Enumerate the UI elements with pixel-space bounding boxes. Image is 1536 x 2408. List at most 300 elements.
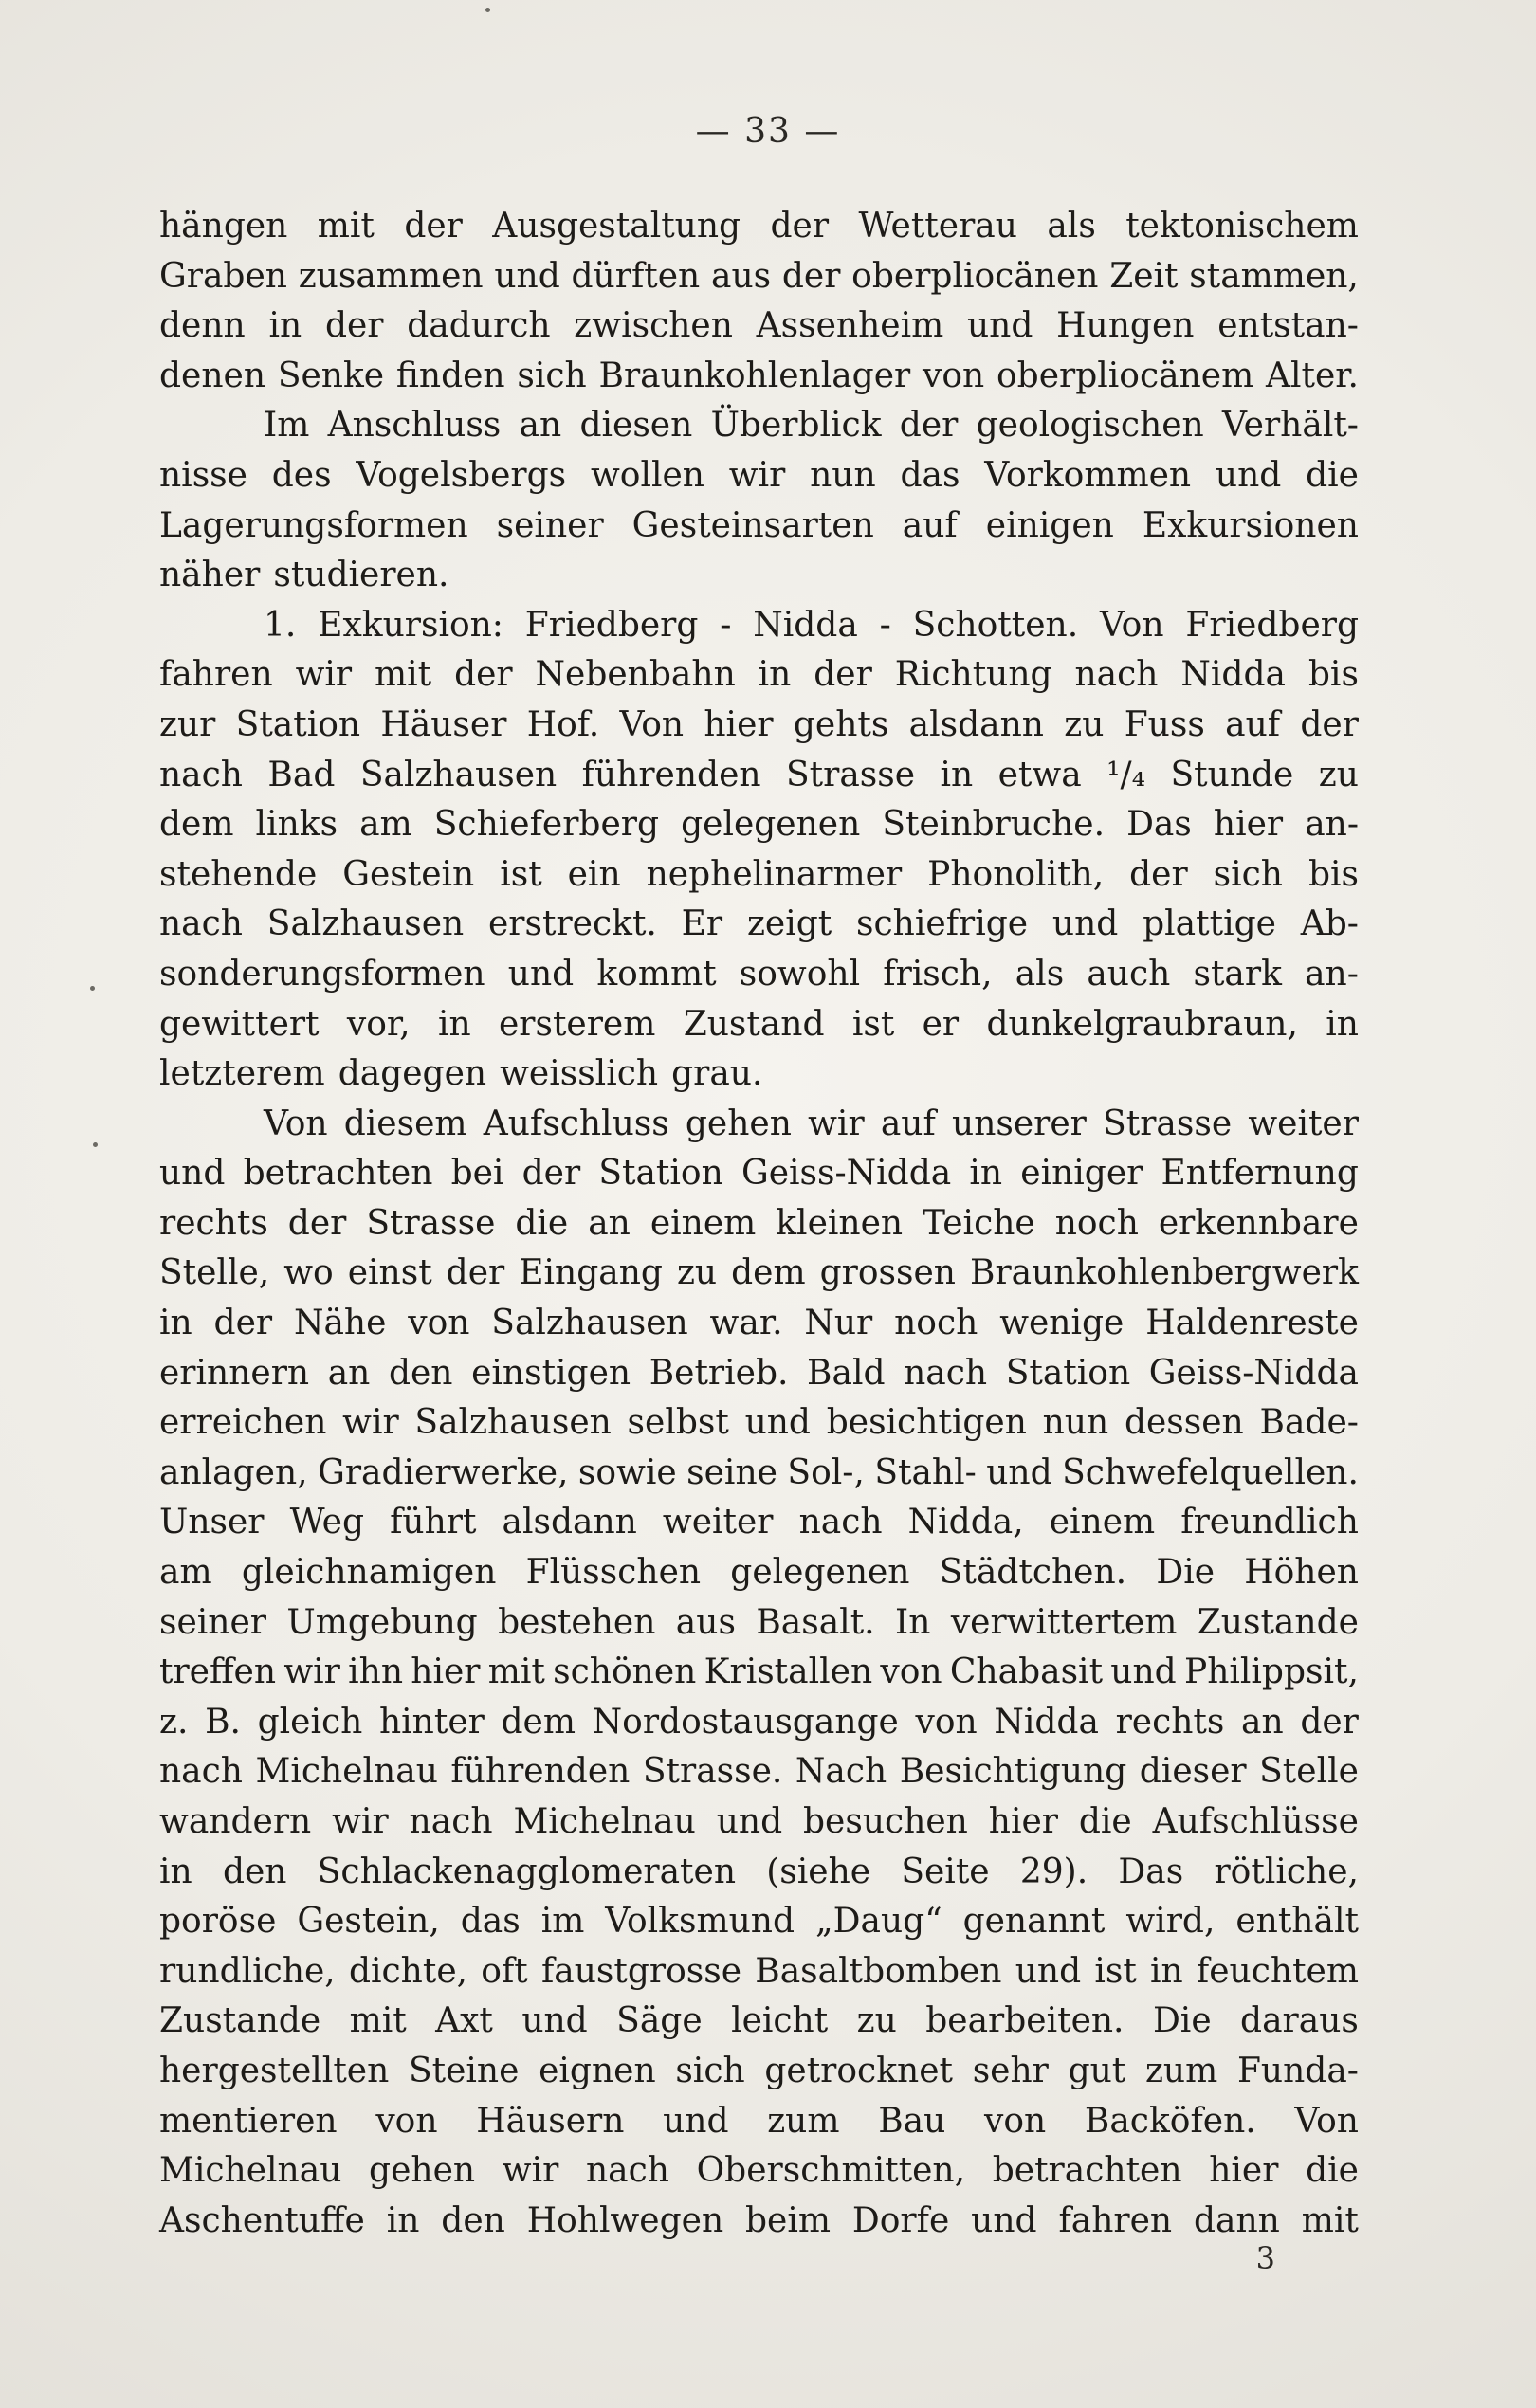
word: hier xyxy=(1209,2151,1279,2191)
word: Gestein, xyxy=(297,1902,440,1942)
word: stark xyxy=(1193,954,1282,994)
word: auf xyxy=(1225,704,1281,744)
word: Hof. xyxy=(526,704,600,744)
word: der xyxy=(521,1154,581,1194)
text-line xyxy=(159,1648,1359,1698)
word: Steinbruche. xyxy=(882,805,1106,845)
word: (siehe xyxy=(766,1852,871,1891)
word: in xyxy=(940,755,974,794)
word: Häuser xyxy=(380,704,507,744)
word: dürften xyxy=(571,256,701,296)
word: Strasse xyxy=(366,1203,496,1243)
word: Senke xyxy=(277,356,385,395)
word: seiner xyxy=(159,1602,266,1642)
text-line xyxy=(159,2146,1359,2197)
word: auch xyxy=(1087,954,1171,994)
word: der xyxy=(213,1304,273,1343)
word: Die xyxy=(1156,1553,1216,1593)
word: sich xyxy=(675,2051,745,2090)
word: Gestein xyxy=(342,854,475,894)
text-line xyxy=(159,751,1359,801)
word: Bau xyxy=(878,2101,946,2141)
word: hier xyxy=(704,704,774,744)
word: gleich xyxy=(257,1702,363,1742)
word: rechts xyxy=(159,1203,268,1243)
word: der xyxy=(770,207,830,246)
word: der xyxy=(324,306,384,346)
word: Zustande xyxy=(1197,1602,1359,1642)
word: Backöfen. xyxy=(1084,2101,1256,2141)
word: mit xyxy=(487,1652,545,1692)
word: gewittert xyxy=(159,1004,320,1044)
word: Hohlwegen xyxy=(526,2200,724,2240)
text-line xyxy=(159,1848,1359,1898)
word: aus xyxy=(675,1602,736,1642)
word: selbst xyxy=(627,1403,729,1443)
word: zu xyxy=(856,2001,897,2041)
word: Stahl- xyxy=(874,1452,977,1492)
word: zu xyxy=(1318,755,1359,794)
text-line xyxy=(159,1199,1359,1250)
word: dann xyxy=(1193,2200,1280,2240)
text-line xyxy=(159,301,1359,352)
word: betrachten xyxy=(243,1154,433,1194)
word: bis xyxy=(1307,854,1359,894)
word: B. xyxy=(205,1702,241,1742)
word: Volksmund xyxy=(605,1902,795,1942)
word: beim xyxy=(745,2200,832,2240)
text-line xyxy=(159,1897,1359,1947)
word: war. xyxy=(709,1304,783,1343)
word: und xyxy=(716,1802,783,1841)
word: Bad xyxy=(267,755,336,794)
word: gut xyxy=(1068,2051,1126,2090)
word: Basalt. xyxy=(756,1602,875,1642)
word: Station xyxy=(1005,1353,1131,1393)
word: Strasse. xyxy=(642,1752,783,1792)
word: rötliche, xyxy=(1214,1852,1359,1891)
word: Schieferberg xyxy=(433,805,660,845)
word: - xyxy=(720,605,732,645)
word: das xyxy=(900,455,960,495)
text-line xyxy=(159,1149,1359,1199)
word: Von xyxy=(619,704,685,744)
word: Die xyxy=(1152,2001,1212,2041)
word: aus xyxy=(710,256,772,296)
word: von xyxy=(408,1304,470,1343)
word: der xyxy=(404,207,463,246)
word: poröse xyxy=(159,1902,277,1942)
word: der xyxy=(1129,854,1188,894)
word: an xyxy=(1241,1702,1284,1742)
word: auf xyxy=(880,1104,936,1143)
word: Unser xyxy=(159,1503,265,1542)
paper-speck xyxy=(90,986,95,991)
word: Assenheim xyxy=(756,306,944,346)
word: leicht xyxy=(731,2001,829,2041)
word: und xyxy=(494,256,560,296)
word: hergestellten xyxy=(159,2051,390,2090)
word: Höhen xyxy=(1244,1553,1359,1593)
word: Vorkommen xyxy=(984,455,1192,495)
word: die xyxy=(1306,2151,1359,2191)
word: schönen xyxy=(553,1652,697,1692)
word: gelegenen xyxy=(681,805,861,845)
word: ist xyxy=(500,854,542,894)
word: nach xyxy=(159,755,243,794)
word: gehen xyxy=(369,2151,476,2191)
word: zum xyxy=(1144,2051,1218,2090)
word: einigen xyxy=(985,505,1114,545)
word: Weg xyxy=(289,1503,364,1542)
word: wir xyxy=(502,2151,559,2191)
word: 29). xyxy=(1019,1852,1088,1891)
word: mit xyxy=(349,2001,407,2041)
word: letzterem xyxy=(159,1054,325,1094)
text-line xyxy=(159,352,1359,402)
page-number: — 33 — xyxy=(695,112,841,151)
word: rundliche, xyxy=(159,1951,336,1991)
word: dagegen xyxy=(338,1054,487,1094)
word: Überblick xyxy=(710,406,882,446)
word: von xyxy=(880,1652,942,1692)
word: einst xyxy=(347,1253,432,1293)
word: kleinen xyxy=(776,1203,904,1243)
word: nisse xyxy=(159,455,247,495)
word: in xyxy=(758,655,792,695)
word: ist xyxy=(1094,1951,1137,1991)
word: Von xyxy=(264,1104,328,1143)
word: tektonischem xyxy=(1125,207,1359,246)
word: Strasse xyxy=(1103,1104,1233,1143)
word: und xyxy=(521,2001,588,2041)
text-line xyxy=(159,900,1359,950)
word: nach xyxy=(798,1503,883,1542)
word: am xyxy=(359,805,412,845)
word: Michelnau xyxy=(159,2151,342,2191)
text-line xyxy=(159,252,1359,302)
text-line xyxy=(159,1698,1359,1748)
text-line xyxy=(159,1000,1359,1050)
text-line xyxy=(159,950,1359,1000)
word: und xyxy=(744,1403,811,1443)
word: und xyxy=(966,306,1033,346)
word: Station xyxy=(235,704,361,744)
word: Station xyxy=(598,1154,723,1194)
word: an- xyxy=(1305,805,1359,845)
word: Anschluss xyxy=(327,406,502,446)
word: Besichtigung xyxy=(899,1752,1127,1792)
word: Nebenbahn xyxy=(535,655,736,695)
text-line xyxy=(159,1398,1359,1449)
word: Steine xyxy=(408,2051,520,2090)
word: ersterem xyxy=(498,1004,656,1044)
word: Richtung xyxy=(894,655,1052,695)
word: die xyxy=(1306,455,1359,495)
word: noch xyxy=(894,1304,978,1343)
word: der xyxy=(446,1253,505,1293)
word: Das xyxy=(1118,1852,1184,1891)
text-line xyxy=(159,401,1359,451)
word: Nidda xyxy=(1180,655,1286,695)
word: die xyxy=(515,1203,569,1243)
word: erkennbare xyxy=(1158,1203,1359,1243)
word: führt xyxy=(390,1503,477,1542)
word: oft xyxy=(481,1951,528,1991)
word: Ausgestaltung xyxy=(492,207,741,246)
signature-mark: 3 xyxy=(1255,2240,1275,2276)
word: Braunkohlenlager xyxy=(598,356,911,395)
word: an- xyxy=(1305,954,1359,994)
word: nun xyxy=(810,455,876,495)
word: 1. xyxy=(264,605,297,645)
word: betrachten xyxy=(992,2151,1182,2191)
word: wir xyxy=(342,1403,399,1443)
word: ist xyxy=(851,1004,895,1044)
word: die xyxy=(1078,1802,1132,1841)
paper-speck xyxy=(485,8,490,12)
word: Strasse xyxy=(786,755,916,794)
word: und xyxy=(1015,1951,1082,1991)
word: Nidda xyxy=(994,1702,1099,1742)
word: Häusern xyxy=(476,2101,625,2141)
word: Funda- xyxy=(1236,2051,1359,2090)
word: zum xyxy=(767,2101,840,2141)
word: hier xyxy=(988,1802,1058,1841)
word: führenden xyxy=(450,1752,631,1792)
word: getrocknet xyxy=(764,2051,953,2090)
word: auf xyxy=(902,505,958,545)
text-line xyxy=(159,1349,1359,1399)
word: Michelnau xyxy=(255,1752,438,1792)
word: Hungen xyxy=(1056,306,1195,346)
word: Er xyxy=(681,904,723,944)
text-line xyxy=(159,601,1359,651)
word: - xyxy=(879,605,891,645)
word: in xyxy=(159,1852,192,1891)
word: der xyxy=(814,655,872,695)
word: an xyxy=(588,1203,631,1243)
word: zwischen xyxy=(574,306,733,346)
word: der xyxy=(899,406,959,446)
word: Vogelsbergs xyxy=(356,455,567,495)
word: von xyxy=(915,1702,978,1742)
word: rechts xyxy=(1115,1702,1225,1742)
word: Von xyxy=(1294,2101,1359,2141)
word: einem xyxy=(649,1203,757,1243)
word: Ab- xyxy=(1300,904,1359,944)
word: Salzhausen xyxy=(266,904,465,944)
word: seine xyxy=(686,1452,777,1492)
word: er xyxy=(922,1004,960,1044)
word: weiter xyxy=(662,1503,774,1542)
word: mentieren xyxy=(159,2101,338,2141)
word: vor, xyxy=(346,1004,411,1044)
word: eignen xyxy=(539,2051,656,2090)
text-line xyxy=(159,1797,1359,1848)
word: dunkelgraubraun, xyxy=(986,1004,1298,1044)
word: dichte, xyxy=(348,1951,468,1991)
word: in xyxy=(1150,1951,1183,1991)
word: gelegenen xyxy=(730,1553,910,1593)
text-line xyxy=(159,650,1359,701)
word: studieren. xyxy=(273,556,449,595)
word: sowohl xyxy=(739,954,861,994)
word: geologischen xyxy=(976,406,1204,446)
word: Graben xyxy=(159,256,287,296)
word: und xyxy=(1051,904,1119,944)
word: sehr xyxy=(972,2051,1049,2090)
word: hier xyxy=(411,1652,481,1692)
word: Chabasit xyxy=(949,1652,1104,1692)
word: links xyxy=(255,805,338,845)
word: zu xyxy=(676,1253,718,1293)
word: nach xyxy=(159,904,243,944)
word: zur xyxy=(159,704,216,744)
body-text xyxy=(159,202,1359,2246)
word: sich xyxy=(1213,854,1283,894)
word: als xyxy=(1047,207,1096,246)
word: wird, xyxy=(1125,1902,1216,1942)
word: ihn xyxy=(348,1652,404,1692)
word: Aufschluss xyxy=(483,1104,669,1143)
word: wir xyxy=(728,455,786,495)
text-line xyxy=(159,1449,1359,1499)
word: Nur xyxy=(804,1304,873,1343)
word: Das xyxy=(1126,805,1192,845)
word: wir xyxy=(283,1652,340,1692)
word: Geiss-Nidda xyxy=(741,1154,952,1194)
word: Stunde xyxy=(1170,755,1294,794)
word: sowie xyxy=(577,1452,677,1492)
word: besuchen xyxy=(803,1802,968,1841)
word: frisch, xyxy=(883,954,993,994)
word: Alter. xyxy=(1266,356,1359,395)
word: denen xyxy=(159,356,266,395)
word: alsdann xyxy=(502,1503,637,1542)
word: nach xyxy=(1074,655,1159,695)
word: daraus xyxy=(1240,2001,1359,2041)
word: nach xyxy=(904,1353,988,1393)
word: in xyxy=(437,1004,471,1044)
text-line xyxy=(159,1548,1359,1598)
word: dessen xyxy=(1124,1403,1244,1443)
word: ein xyxy=(567,854,621,894)
word: Schotten. xyxy=(912,605,1079,645)
word: Dorfe xyxy=(851,2200,950,2240)
word: Säge xyxy=(616,2001,703,2041)
word: in xyxy=(1326,1004,1359,1044)
word: hängen xyxy=(159,207,288,246)
word: Nordostausgange xyxy=(592,1702,899,1742)
word: und xyxy=(1110,1652,1177,1692)
word: der xyxy=(781,256,841,296)
text-line xyxy=(159,551,1359,601)
word: dem xyxy=(159,805,234,845)
word: nach xyxy=(159,1752,243,1792)
word: und xyxy=(986,1452,1052,1492)
word: von xyxy=(375,2101,438,2141)
word: mit xyxy=(1301,2200,1359,2240)
word: und xyxy=(1215,455,1282,495)
word: Aufschlüsse xyxy=(1152,1802,1359,1841)
word: Gesteinsarten xyxy=(631,505,874,545)
word: zeigt xyxy=(746,904,832,944)
word: Entfernung xyxy=(1161,1154,1359,1194)
text-line xyxy=(159,701,1359,751)
word: fahren xyxy=(1058,2200,1173,2240)
word: hinter xyxy=(378,1702,485,1742)
word: Salzhausen xyxy=(359,755,558,794)
word: gleichnamigen xyxy=(241,1553,497,1593)
word: und xyxy=(663,2101,729,2141)
word: Philippsit, xyxy=(1183,1652,1359,1692)
word: erinnern xyxy=(159,1353,310,1393)
word: Basaltbomben xyxy=(755,1951,1002,1991)
word: bis xyxy=(1307,655,1359,695)
word: in xyxy=(969,1154,1003,1194)
word: etwa xyxy=(997,755,1082,794)
word: Braunkohlenbergwerk xyxy=(969,1253,1359,1293)
word: und xyxy=(507,954,575,994)
word: nephelinarmer xyxy=(646,854,903,894)
word: in xyxy=(386,2200,420,2240)
word: Zeit xyxy=(1109,256,1179,296)
word: Phonolith, xyxy=(927,854,1105,894)
word: Axt xyxy=(435,2001,493,2041)
text-line xyxy=(159,1947,1359,1998)
word: in xyxy=(268,306,302,346)
word: freundlich xyxy=(1180,1503,1359,1542)
word: Städtchen. xyxy=(939,1553,1127,1593)
text-line xyxy=(159,1100,1359,1150)
word: plattige xyxy=(1143,904,1276,944)
word: von xyxy=(984,2101,1047,2141)
word: sonderungsformen xyxy=(159,954,485,994)
text-line xyxy=(159,1747,1359,1797)
word: Wetterau xyxy=(858,207,1017,246)
word: als xyxy=(1015,954,1065,994)
word: den xyxy=(222,1852,287,1891)
word: in xyxy=(159,1304,192,1343)
word: Nähe xyxy=(293,1304,387,1343)
word: erreichen xyxy=(159,1403,327,1443)
word: unserer xyxy=(952,1104,1087,1143)
word: Schlackenagglomeraten xyxy=(317,1852,737,1891)
word: nach xyxy=(585,2151,669,2191)
word: alsdann xyxy=(908,704,1044,744)
word: wir xyxy=(295,655,353,695)
word: Kristallen xyxy=(704,1652,873,1692)
word: Friedberg xyxy=(1185,605,1359,645)
text-line xyxy=(159,202,1359,252)
word: Exkursionen xyxy=(1142,505,1359,545)
word: grau. xyxy=(671,1054,763,1094)
word: nach xyxy=(409,1802,493,1841)
word: weiter xyxy=(1248,1104,1359,1143)
word: an xyxy=(519,406,562,446)
word: stehende xyxy=(159,854,318,894)
word: genannt xyxy=(962,1902,1106,1942)
word: der xyxy=(287,1203,347,1243)
word: hier xyxy=(1213,805,1284,845)
word: wir xyxy=(808,1104,865,1143)
word: Salzhausen xyxy=(414,1403,612,1443)
word: Aschentuffe xyxy=(159,2200,365,2240)
text-line xyxy=(159,1249,1359,1299)
word: Nidda xyxy=(753,605,858,645)
word: kommt xyxy=(596,954,717,994)
